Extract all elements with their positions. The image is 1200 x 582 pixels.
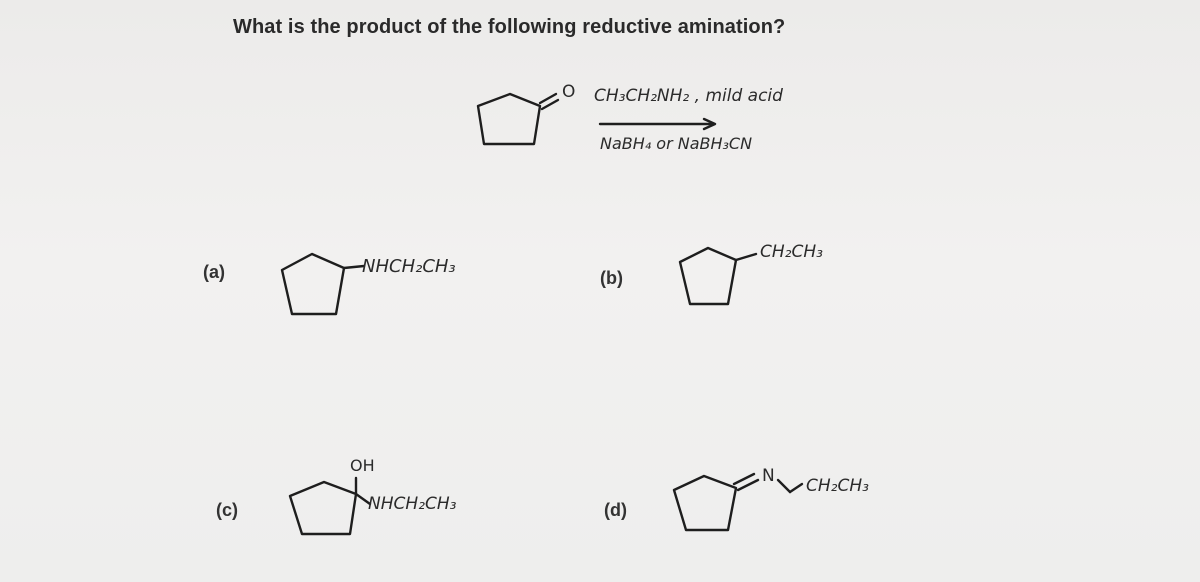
option-c-hydroxyl: OH bbox=[350, 456, 375, 475]
option-a-ring bbox=[280, 250, 370, 325]
reaction-arrow bbox=[598, 118, 728, 130]
reagent-top: CH₃CH₂NH₂ , mild acid bbox=[594, 86, 783, 106]
option-a-label: (a) bbox=[203, 262, 225, 282]
option-d-label: (d) bbox=[604, 500, 627, 520]
option-d-n-bond bbox=[776, 478, 806, 498]
option-b-label: (b) bbox=[600, 268, 623, 288]
option-b-ring bbox=[678, 244, 768, 314]
option-c-ring bbox=[286, 478, 376, 548]
option-d-ring bbox=[672, 472, 772, 542]
carbonyl-oxygen: O bbox=[562, 82, 576, 102]
option-d-substituent: CH₂CH₃ bbox=[806, 476, 869, 496]
question-text: What is the product of the following reductive amination? bbox=[233, 16, 786, 38]
option-a-substituent: NHCH₂CH₃ bbox=[362, 256, 456, 277]
option-d-nitrogen: N bbox=[762, 466, 775, 486]
option-c-substituent: NHCH₂CH₃ bbox=[368, 494, 457, 514]
option-c-label: (c) bbox=[216, 500, 238, 520]
option-b-substituent: CH₂CH₃ bbox=[760, 242, 823, 262]
reagent-bottom: NaBH₄ or NaBH₃CN bbox=[600, 134, 753, 153]
